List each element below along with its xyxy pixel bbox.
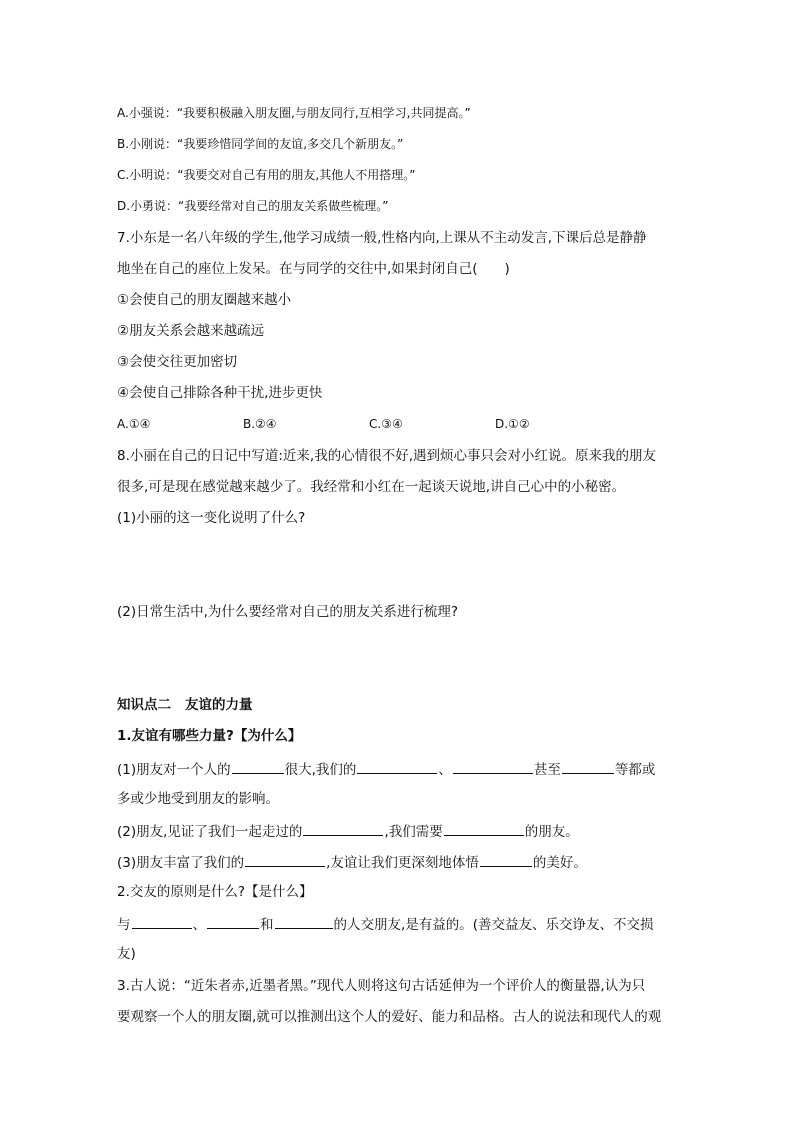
q6-option-b: B.小刚说：“我要珍惜同学间的友谊,多交几个新朋友。” <box>117 137 404 151</box>
text-fragment: ,友谊让我们更深刻地体悟 <box>326 855 479 871</box>
section-heading-title: 友谊的力量 <box>185 697 253 713</box>
s2-q1-title: 1.友谊有哪些力量?【为什么】 <box>117 728 302 744</box>
text-fragment: 、 <box>192 917 206 933</box>
fill-blank[interactable] <box>357 759 437 774</box>
q7-choice-b: B.②④ <box>243 417 277 431</box>
s2-q2-body-cont: 友) <box>117 946 136 962</box>
q6-option-d: D.小勇说：“我要经常对自己的朋友关系做些梳理。” <box>117 199 389 213</box>
fill-blank[interactable] <box>453 759 533 774</box>
fill-blank[interactable] <box>562 759 614 774</box>
fill-blank[interactable] <box>303 821 383 836</box>
q7-choice-d: D.①② <box>495 417 530 431</box>
q8-stem-line1: 8.小丽在自己的日记中写道:近来,我的心情很不好,遇到烦心事只会对小红说。原来我的朋友 <box>117 448 657 464</box>
q7-stem-line1: 7.小东是一名八年级的学生,他学习成绩一般,性格内向,上课从不主动发言,下课后总是静静 <box>117 230 647 246</box>
text-fragment: 的朋友。 <box>524 824 579 840</box>
s2-q3-line2: 要观察一个人的朋友圈,就可以推测出这个人的爱好、能力和品格。古人的说法和现代人的观 <box>117 1009 662 1025</box>
s2-q3-line1: 3.古人说：“近朱者赤,近墨者黑。”现代人则将这句古话延伸为一个评价人的衡量器,认为只 <box>117 978 646 994</box>
q7-item-3: ③会使交往更加密切 <box>117 354 238 370</box>
section-heading-label: 知识点二 <box>117 697 171 713</box>
text-fragment: ,我们需要 <box>384 824 443 840</box>
text-fragment: 很大,我们的 <box>284 762 357 778</box>
s2-q1-item-1 <box>117 759 655 779</box>
fill-blank[interactable] <box>207 914 259 929</box>
fill-blank[interactable] <box>132 914 192 929</box>
s2-q2-body <box>117 914 654 934</box>
text-fragment: (1)朋友对一个人的 <box>117 762 231 778</box>
q7-item-2: ②朋友关系会越来越疏远 <box>117 323 265 339</box>
text-fragment: 和 <box>260 917 274 933</box>
section-heading <box>117 696 253 714</box>
text-fragment: 的人交朋友,是有益的。(善交益友、乐交诤友、不交损 <box>333 917 654 933</box>
s2-q1-item-3 <box>117 852 587 872</box>
text-fragment: 等都或 <box>614 762 656 778</box>
q7-choice-a: A.①④ <box>117 417 151 431</box>
text-fragment: 的美好。 <box>532 855 587 871</box>
text-fragment: (2)朋友,见证了我们一起走过的 <box>117 824 303 840</box>
q8-sub-question-2: (2)日常生活中,为什么要经常对自己的朋友关系进行梳理? <box>117 604 459 620</box>
q7-choice-c: C.③④ <box>369 417 403 431</box>
fill-blank[interactable] <box>232 759 284 774</box>
s2-q2-title: 2.交友的原则是什么?【是什么】 <box>117 884 313 900</box>
s2-q1-item-1-cont: 多或少地受到朋友的影响。 <box>117 791 279 807</box>
q6-option-a: A.小强说：“我要积极融入朋友圈,与朋友同行,互相学习,共同提高。” <box>117 106 471 120</box>
text-fragment: 、 <box>438 762 452 778</box>
q7-item-1: ①会使自己的朋友圈越来越小 <box>117 292 292 308</box>
q6-option-c: C.小明说：“我要交对自己有用的朋友,其他人不用搭理。” <box>117 168 416 182</box>
q7-stem-line2: 地坐在自己的座位上发呆。在与同学的交往中,如果封闭自己( ) <box>117 261 510 277</box>
text-fragment: 与 <box>117 917 131 933</box>
fill-blank[interactable] <box>245 852 325 867</box>
fill-blank[interactable] <box>480 852 532 867</box>
fill-blank[interactable] <box>275 914 333 929</box>
text-fragment: 甚至 <box>533 762 561 778</box>
q7-item-4: ④会使自己排除各种干扰,进步更快 <box>117 385 323 401</box>
q8-stem-line2: 很多,可是现在感觉越来越少了。我经常和小红在一起谈天说地,讲自己心中的小秘密。 <box>117 479 626 495</box>
q8-sub-question-1: (1)小丽的这一变化说明了什么? <box>117 510 306 526</box>
s2-q1-item-2 <box>117 821 579 841</box>
text-fragment: (3)朋友丰富了我们的 <box>117 855 245 871</box>
fill-blank[interactable] <box>444 821 524 836</box>
